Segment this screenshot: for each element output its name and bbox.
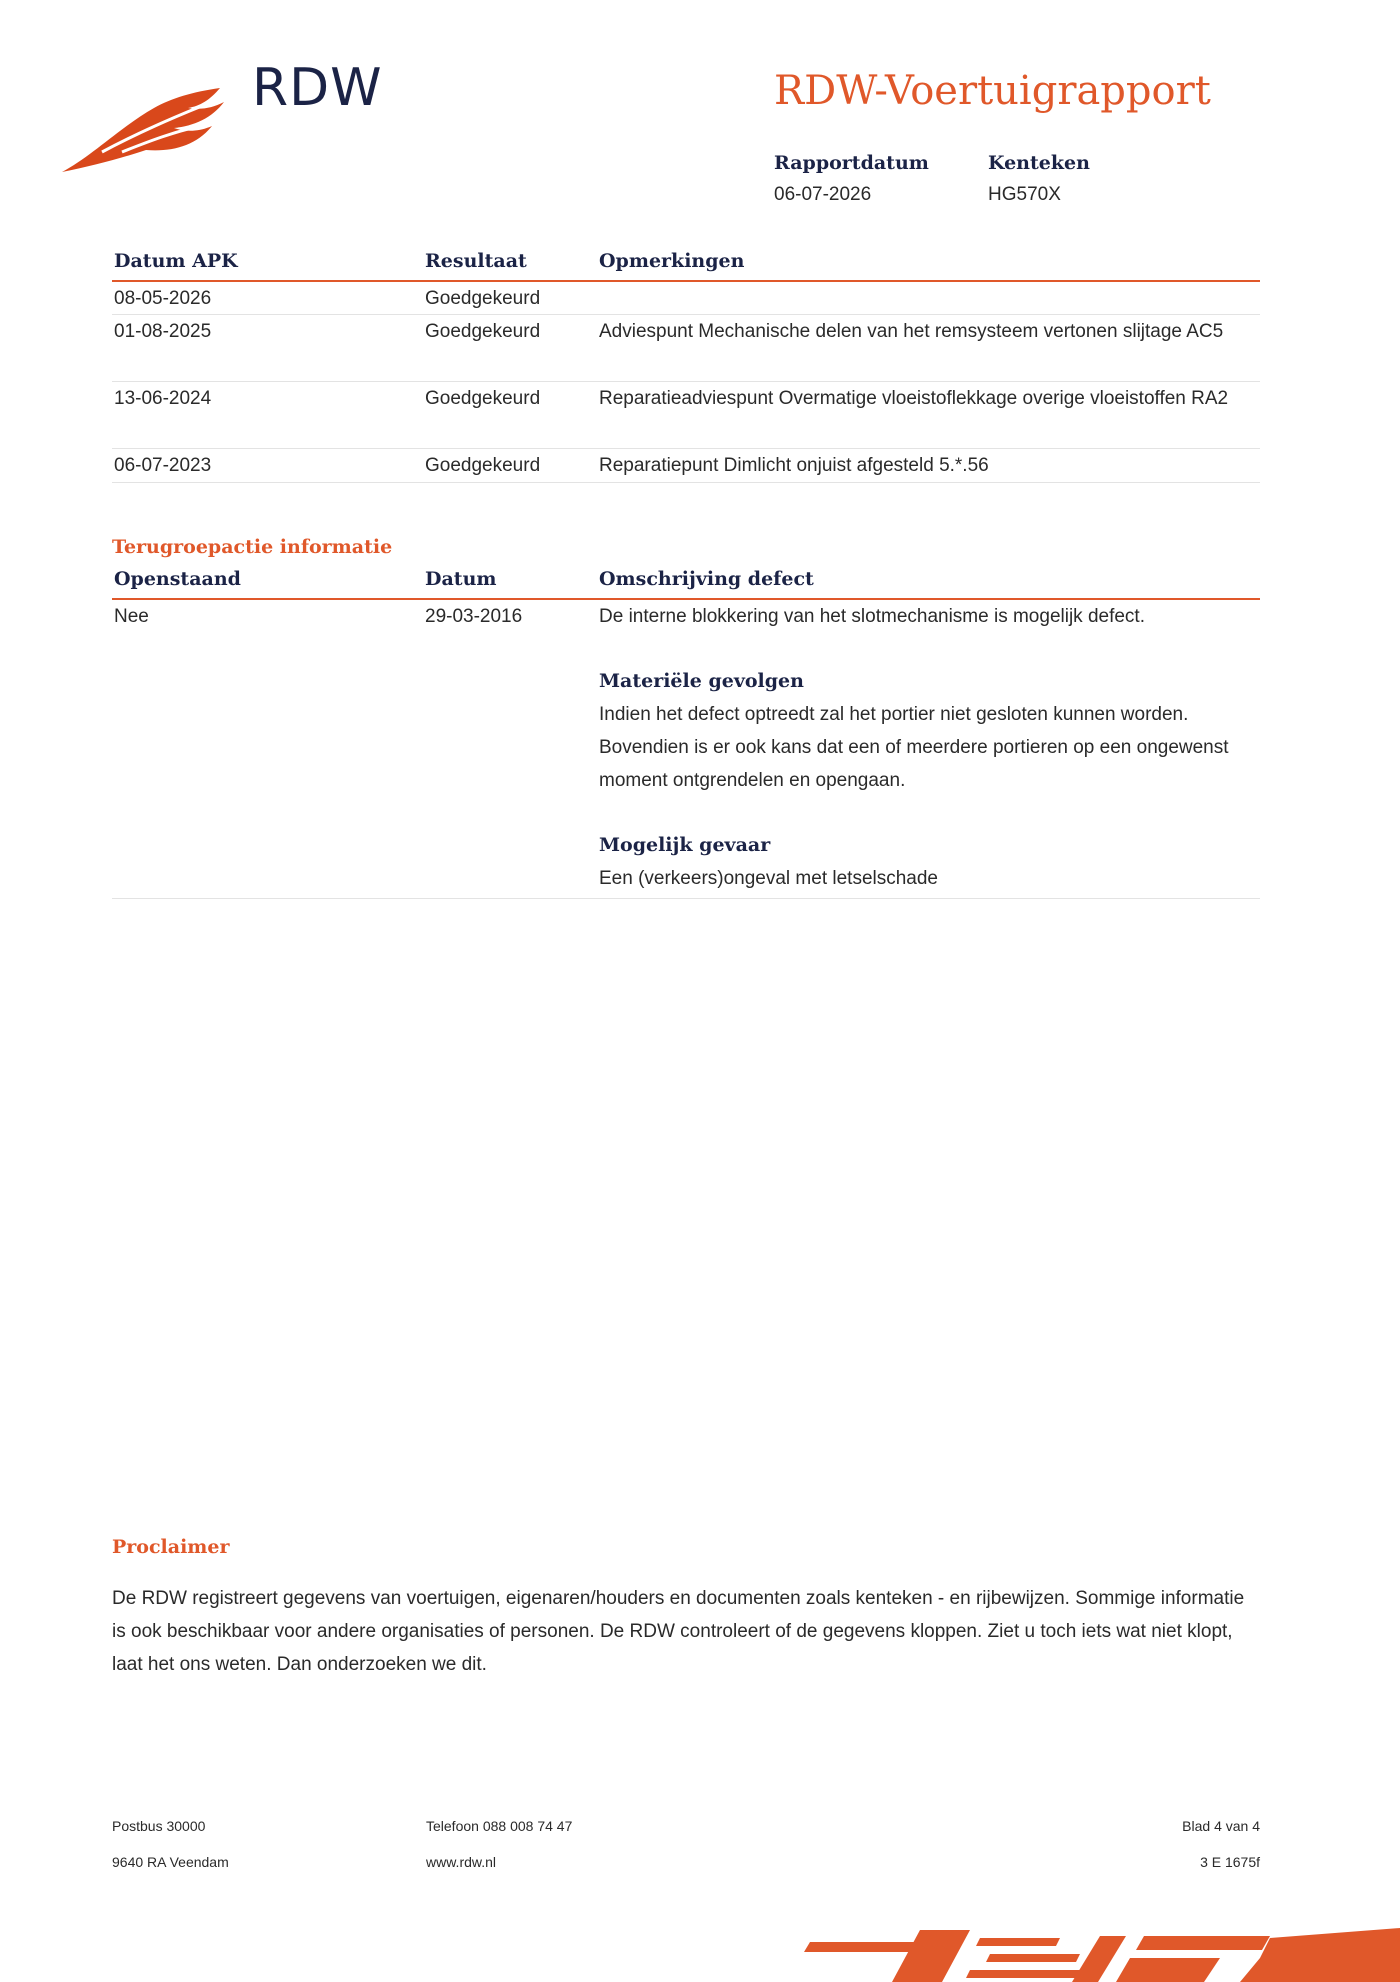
recall-table-header [112, 568, 1260, 600]
proclaimer-title: Proclaimer [112, 1536, 230, 1558]
logo-text: RDW [252, 58, 383, 118]
footer-address-line-1: Postbus 30000 [112, 1818, 206, 1834]
apk-result: Goedgekeurd [425, 288, 541, 309]
material-consequences-text: Indien het defect optreedt zal het portier niet gesloten kunnen worden. Bovendien is er ook kans dat een of meerdere portieren op een ongewenst moment ontgrendelen en opengaan. [599, 704, 1229, 791]
apk-remarks: Reparatieadviespunt Overmatige vloeistoflekkage overige vloeistoffen RA2 [599, 388, 1229, 409]
column-header-date: Datum [425, 568, 497, 590]
license-plate-value: HG570X [988, 184, 1061, 205]
apk-result: Goedgekeurd [425, 321, 541, 342]
table-row [112, 449, 1260, 483]
table-row [112, 382, 1260, 449]
page-title: RDW-Voertuigrapport [774, 68, 1211, 114]
license-plate-label: Kenteken [988, 152, 1090, 174]
possible-danger-text: Een (verkeers)ongeval met letselschade [599, 868, 939, 889]
table-row [112, 600, 1260, 899]
apk-date: 01-08-2025 [114, 321, 212, 342]
apk-table [112, 250, 1260, 483]
apk-date: 06-07-2023 [114, 455, 212, 476]
recall-open: Nee [114, 606, 149, 627]
possible-danger-heading: Mogelijk gevaar [599, 834, 771, 856]
footer-address-line-2: 9640 RA Veendam [112, 1854, 229, 1870]
proclaimer-text: De RDW registreert gegevens van voertuigen, eigenaren/houders en documenten zoals kenteken - en rijbewijzen. Sommige informatie is ook beschikbaar voor andere organisaties of personen. De RDW controleert of de gegevens kloppen. Ziet u toch iets wat niet klopt, laat het ons weten. Dan onderzoeken we dit. [112, 1588, 1245, 1675]
table-row [112, 315, 1260, 382]
apk-date: 08-05-2026 [114, 288, 212, 309]
footer-website: www.rdw.nl [426, 1854, 497, 1870]
footer-document-code: 3 E 1675f [1200, 1854, 1260, 1870]
apk-remarks: Reparatiepunt Dimlicht onjuist afgesteld 5.*.56 [599, 455, 989, 476]
footer-stripes-icon [800, 1928, 1400, 1982]
report-date-label: Rapportdatum [774, 152, 929, 174]
table-row [112, 282, 1260, 315]
column-header-defect-description: Omschrijving defect [599, 568, 814, 590]
column-header-result: Resultaat [425, 250, 527, 272]
recall-table [112, 568, 1260, 899]
column-header-apk-date: Datum APK [114, 250, 238, 272]
column-header-open: Openstaand [114, 568, 241, 590]
apk-table-header [112, 250, 1260, 282]
apk-result: Goedgekeurd [425, 388, 541, 409]
recall-details [599, 600, 1239, 895]
material-consequences-heading: Materiële gevolgen [599, 670, 804, 692]
apk-remarks: Adviespunt Mechanische delen van het remsysteem vertonen slijtage AC5 [599, 321, 1224, 342]
apk-date: 13-06-2024 [114, 388, 212, 409]
recall-section-title: Terugroepactie informatie [112, 536, 393, 558]
apk-result: Goedgekeurd [425, 455, 541, 476]
rdw-logo-icon [62, 86, 232, 178]
footer-phone: Telefoon 088 008 74 47 [426, 1818, 573, 1834]
defect-description: De interne blokkering van het slotmechanisme is mogelijk defect. [599, 606, 1145, 627]
recall-date: 29-03-2016 [425, 606, 523, 627]
footer-page-number: Blad 4 van 4 [1182, 1818, 1260, 1834]
report-date-value: 06-07-2026 [774, 184, 872, 205]
column-header-remarks: Opmerkingen [599, 250, 745, 272]
